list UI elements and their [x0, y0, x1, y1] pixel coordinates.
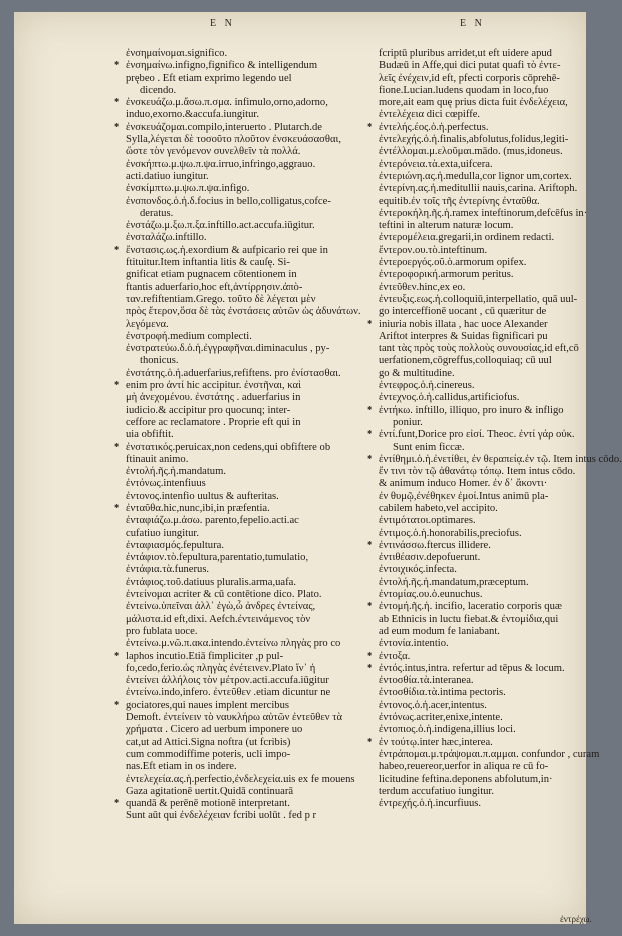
- line-text: ἐντεροκήλη.ῆς.ἡ.ramex inteftinorum,defcēfus in·: [379, 207, 588, 219]
- line-text: go interceffionē uocant , cū quæritur de: [379, 306, 547, 318]
- line-text: μὴ ἀνεχομένου. ἐνστάτης . aduerfarius in: [126, 392, 301, 404]
- line-text: more,ait eam quę prius dicta fuit ἐνδελέχεια,: [379, 97, 568, 109]
- text-line: [379, 355, 579, 367]
- line-text: ἐντοξα.: [379, 650, 411, 662]
- text-line: [126, 589, 334, 601]
- text-line: [379, 589, 579, 601]
- text-line: [379, 306, 579, 318]
- line-text: enim pro ἀντί hic accipitur. ἐνστῆναι, καὶ: [126, 380, 301, 392]
- text-line: [126, 48, 334, 60]
- line-text: ἐντείνομαι acriter & cū contētione dico. Plato.: [126, 589, 322, 601]
- line-text: laphos incutio.Etiā fimpliciter ,p pul-: [126, 650, 284, 662]
- text-line: [126, 183, 334, 195]
- line-text: gociatores,qui naues implent mercibus: [126, 699, 289, 711]
- line-text: ἐνστατικός.peruicax,non cedens,qui obfiftere ob: [126, 441, 331, 453]
- text-line: [379, 331, 579, 343]
- text-line: [126, 675, 334, 687]
- text-line: [126, 355, 334, 367]
- text-line: [379, 134, 579, 146]
- text-line: [379, 343, 579, 355]
- text-line: [367, 539, 579, 552]
- line-text: ἐντεριώνη.ας.ἡ.medulla,cor lignor um,cortex.: [379, 170, 572, 182]
- line-text: ἐντελέχεια dici cœpiffe.: [379, 109, 481, 121]
- line-text: μάλιστα.id eft,dixi. Aefch.ἐντεινάμενος τὸν: [126, 613, 311, 625]
- line-text: ἐντιμότατοι.optimares.: [379, 515, 476, 527]
- line-text: πρὸς ἕτερον,ὅσα δὲ τὰς ἐνστάσεις αὐτῶν ὡς ἀδυνάτων.: [126, 306, 361, 318]
- line-text: ὥστε τὸν γενόμενον συνελθεῖν τὰ πολλά.: [126, 146, 301, 158]
- text-line: [379, 466, 579, 478]
- line-text: ἐντί.funt,Dorice pro εἰσί. Theoc. ἐντί γάρ οὐκ.: [379, 429, 575, 441]
- line-text: χρήματα . Cicero ad uerbum imponere uo: [126, 724, 303, 736]
- text-line: [379, 786, 579, 798]
- line-text: cufatiuo iungitur.: [126, 527, 199, 539]
- text-line: [379, 220, 579, 232]
- line-text: ἔντερον.ου.τὸ.inteftinum.: [379, 244, 488, 256]
- text-line: [379, 442, 579, 454]
- line-text: ἐντάφια.τὰ.funerus.: [126, 564, 210, 576]
- line-text: nas.Eft etiam in os indere.: [126, 761, 237, 773]
- text-line: [367, 662, 579, 675]
- text-line: [126, 577, 334, 589]
- catchword: ἐντρέχω.: [560, 914, 592, 924]
- text-line: [114, 60, 334, 72]
- text-line: [126, 232, 334, 244]
- line-text: induo,exorno.&accufa.iungitur.: [126, 109, 259, 121]
- text-line: [126, 331, 334, 343]
- text-line: [379, 245, 579, 257]
- text-line: [367, 736, 579, 749]
- text-line: [379, 97, 579, 109]
- text-line: [379, 675, 579, 687]
- text-line: [114, 650, 334, 663]
- line-text: ἐντελής.έος.ὁ.ἡ.perfectus.: [379, 121, 489, 133]
- text-line: [367, 650, 579, 663]
- line-text: ἐντερομέλεια.gregarii,in ordinem redacti.: [379, 232, 555, 244]
- asterisk-marker-icon: *: [367, 318, 373, 330]
- text-line: [126, 638, 341, 650]
- text-line: [126, 85, 334, 97]
- text-line: [126, 294, 334, 306]
- line-text: ἐνσκίμπτω.μ.ψω.π.ψα.infigo.: [126, 183, 250, 195]
- asterisk-marker-icon: *: [367, 650, 373, 662]
- asterisk-marker-icon: *: [114, 380, 120, 392]
- text-line: [114, 97, 334, 109]
- text-line: [126, 257, 334, 269]
- line-text: ἐντείνω.indo,infero. ἐντεῦθεν .etiam dicuntur ne: [126, 687, 331, 699]
- line-text: ἐνσταλάζω.inftillo.: [126, 232, 207, 244]
- text-line: [367, 429, 579, 441]
- line-text: ἐν θυμῷ,ἐνέθηκεν ἐμοί.Intus animū pla-: [379, 490, 549, 502]
- line-text: iudicio.& accipitur pro quocunq; inter-: [126, 404, 291, 416]
- text-line: [379, 368, 579, 380]
- line-text: ἐνσημαίνω.infigno,fignifico & intelligendum: [126, 60, 318, 72]
- text-line: [379, 614, 579, 626]
- line-text: ἐντρεχής.ὁ.ἡ.incurfiuus.: [379, 798, 482, 810]
- text-line: [126, 687, 334, 699]
- line-text: equitib.ἐν τοῖς τῆς ἐντερίνης ἐνταῦθα.: [379, 195, 540, 207]
- text-line: [379, 159, 579, 171]
- line-text: go & multitudine.: [379, 367, 455, 379]
- line-text: pro fublata uoce.: [126, 625, 198, 637]
- text-line: [379, 232, 579, 244]
- text-line: [126, 134, 342, 146]
- text-line: [126, 786, 334, 798]
- text-line: [379, 515, 579, 527]
- line-text: ftinauit animo.: [126, 453, 189, 465]
- text-line: [379, 552, 579, 564]
- line-text: tant τὰς πρὸς τοὺς πολλοὺς συνουσίας,id eft,cō: [379, 343, 579, 355]
- asterisk-marker-icon: *: [367, 601, 373, 613]
- line-text: teftini in alterum naturæ locum.: [379, 220, 514, 232]
- text-line: [126, 269, 334, 281]
- text-line: [379, 146, 579, 158]
- running-head-left: E N: [210, 18, 235, 29]
- line-text: ftantis aduerfario,hoc eft,ἀντίρρησιν.ἀπὸ-: [126, 281, 303, 293]
- text-line: [379, 196, 579, 208]
- line-text: ἐντολή.ῆς.ἡ.mandatum.: [126, 466, 226, 478]
- line-text: ἐντεφρος.ὁ.ἡ.cinereus.: [379, 380, 475, 392]
- line-text: ἐντομίας.ου.ὁ.eunuchus.: [379, 589, 483, 601]
- line-text: ἐνσκευάζομαι.compilo,interuerto . Plutarch.de: [126, 121, 322, 133]
- line-text: acti.datiuo iungitur.: [126, 170, 209, 182]
- text-line: [126, 773, 355, 786]
- text-line: [379, 761, 579, 773]
- asterisk-marker-icon: *: [114, 650, 120, 662]
- text-line: [126, 196, 334, 208]
- line-text: ἐνστρατεύω.δ.ὁ.ἡ.ἐγγραφῆναι.diminaculus , py-: [126, 343, 330, 355]
- text-line: [126, 466, 334, 478]
- text-line: [126, 626, 334, 638]
- text-line: [379, 626, 579, 638]
- text-line: [379, 638, 579, 650]
- asterisk-marker-icon: *: [114, 798, 120, 810]
- text-line: [367, 121, 579, 134]
- line-text: ἐντεροεργός.οῦ.ὁ.armorum opifex.: [379, 257, 527, 269]
- line-text: cum commodiffime poteris, ucli impo-: [126, 748, 291, 760]
- line-text: cat,ut ad Attici.Signa noftra (ut fcribis): [126, 736, 291, 748]
- line-text: Demoft. ἐντείνειν τὸ ναυκλήρω αὐτῶν ἐντεῦθεν τὰ: [126, 712, 343, 724]
- text-line: [379, 724, 579, 736]
- line-text: ἐντείνω.ὑπεῖναι ἀλλ᾽ ἐγὼ,ὦ ἀνδρες ἐντείνας,: [126, 601, 316, 613]
- line-text: ἐντερίνη.ας.ἡ.meditullii nauis,carina. Ariftoph.: [379, 183, 578, 195]
- asterisk-marker-icon: *: [367, 404, 373, 416]
- line-text: ἐντόνως.intenfiuus: [126, 478, 206, 490]
- text-line: [379, 109, 579, 121]
- text-line: [379, 687, 579, 699]
- text-line: [126, 146, 334, 158]
- line-text: ἐντελεχεία.ας.ἡ.perfectio,ἐνδελεχεία.uis ex fe mouens: [126, 773, 355, 785]
- line-text: ἐντοσθία.τὰ.interanea.: [379, 675, 474, 687]
- asterisk-marker-icon: *: [367, 539, 373, 551]
- line-text: quandā & perēnē motionē interpretant.: [126, 798, 290, 810]
- text-line: [114, 121, 334, 134]
- text-line: [367, 404, 579, 417]
- text-line: [126, 159, 334, 171]
- line-text: ἐντελεχής.ὁ.ἡ.finalis,abfolutus,folidus,legiti-: [379, 134, 569, 146]
- line-text: ab Ethnicis in luctu fiebat.& ἐντομίδια,qui: [379, 613, 559, 625]
- line-text: ἐντίθημι.ὁ.ἡ.ἐνετίθει, ἐν θεραπείᾳ.ἐν τῷ. Item intus cōdo.: [379, 453, 622, 465]
- line-text: ἐν τούτῳ.inter hæc,interea.: [379, 736, 493, 748]
- line-text: ἔν τινι τὸν τῷ ἀθανάτῳ τόπῳ. Item intus cōdo.: [379, 466, 576, 478]
- book-page: [14, 12, 622, 924]
- text-line: [126, 663, 334, 675]
- line-text: ἐντονος.ὁ.ἡ.acer,intentus.: [379, 699, 487, 711]
- line-text: uerfationem,cōgreffus,colloquiaq; cū uul: [379, 355, 552, 367]
- line-text: ἐντολή.ῆς.ἡ.mandatum,præceptum.: [379, 576, 529, 588]
- asterisk-marker-icon: *: [114, 121, 120, 133]
- text-line: [379, 503, 579, 515]
- text-line: [379, 417, 579, 429]
- line-text: Sylla,λέγεται δὲ τοσοῦτο πλοῦτον ἐνσκευάσασθαι,: [126, 134, 342, 146]
- text-line: [114, 441, 334, 454]
- line-text: ταν.refiftentiam.Grego. τοῦτο δὲ λέγεται μὲν: [126, 293, 316, 305]
- line-text: ἐντομή.ῆς.ἡ. incifio, laceratio corporis quæ: [379, 601, 562, 613]
- text-line: [379, 478, 579, 490]
- text-line: [367, 318, 579, 331]
- text-line: [126, 73, 334, 85]
- line-text: ἐνσημαίνομαι.significo.: [126, 48, 228, 59]
- text-line: [126, 454, 334, 466]
- text-line: [379, 85, 579, 97]
- text-line: [114, 798, 334, 810]
- line-text: ἐντοσθίδια.τὰ.intima pectoris.: [379, 687, 506, 699]
- line-text: λεῖς ἐνέχειν,id eft, pfecti corporis cōprehē-: [379, 72, 560, 84]
- line-text: Sunt enim ficcæ.: [393, 441, 465, 453]
- line-text: ad eum modum fe laniabant.: [379, 625, 500, 637]
- asterisk-marker-icon: *: [114, 502, 120, 514]
- text-line: [379, 774, 579, 786]
- line-text: Gaza agitationē uertit.Quidā continuarā: [126, 785, 294, 797]
- text-line: [126, 208, 334, 220]
- text-line: [379, 282, 579, 294]
- asterisk-marker-icon: *: [367, 662, 373, 674]
- asterisk-marker-icon: *: [114, 244, 120, 256]
- text-line: [126, 737, 334, 749]
- line-text: ἐντράπομαι.μ.τράψομαι.π.αμμαι. confundor , curam: [379, 748, 600, 760]
- line-text: ἐνταφιάζω.μ.ἀσω. parento,fepelio.acti.ac: [126, 515, 299, 527]
- text-line: [379, 73, 579, 85]
- text-line: [379, 207, 588, 220]
- text-line: [126, 478, 334, 490]
- line-text: ἔνστασις.ως.ἡ.exordium & aufpicario rei que in: [126, 244, 328, 256]
- text-line: [379, 60, 579, 72]
- line-text: ἐνσπονδος.ὁ.ἡ.δ.focius in bello,colligatus,cofce-: [126, 195, 331, 207]
- line-text: & animum induco Homer. ἐν δ᾽ ἄκοντι·: [379, 478, 548, 490]
- text-line: [379, 257, 579, 269]
- text-line: [379, 577, 579, 589]
- text-line: [126, 515, 334, 527]
- line-text: ἐνσκευάζω.μ.ἄσω.π.σμα. infimulo,orno,adorno,: [126, 97, 328, 109]
- text-line: [126, 601, 334, 613]
- line-text: licitudine feftina.deponens abfolutum,in·: [379, 773, 553, 785]
- line-text: thonicus.: [140, 355, 179, 367]
- line-text: ἐντόνως.acriter,enixe,intente.: [379, 712, 503, 724]
- asterisk-marker-icon: *: [114, 699, 120, 711]
- text-line: [379, 564, 579, 576]
- running-head-right: E N: [460, 18, 485, 29]
- line-text: ἐντονία.intentio.: [379, 638, 449, 650]
- text-line: [379, 491, 579, 503]
- text-line: [367, 601, 579, 613]
- text-line: [379, 748, 600, 761]
- line-text: fione.Lucian.ludens quodam in loco,fuo: [379, 84, 549, 96]
- text-line: [126, 540, 334, 552]
- line-text: ἐνσκήπτω.μ.ψω.π.ψα.irruo,infringo,aggrauo.: [126, 158, 316, 170]
- line-text: ἐνστάζω.μ.ξω.π.ξα.inftillo.act.accufa.iūgitur.: [126, 220, 315, 232]
- text-line: [126, 761, 334, 773]
- line-text: ἐντερόνεια.τὰ.exta,uifcera.: [379, 158, 493, 170]
- text-line: [114, 699, 334, 712]
- line-text: terdum accufatiuo iungitur.: [379, 785, 495, 797]
- line-text: ἐντέλλομαι.μ.ελοῦμαι.mādo. (mus,idoneus.: [379, 146, 563, 158]
- line-text: iniuria nobis illata , hac uoce Alexander: [379, 318, 548, 330]
- text-line: [114, 244, 334, 257]
- text-line: [126, 392, 334, 404]
- text-line: [379, 380, 579, 392]
- line-text: habeo,reuereor,uerfor in aliqua re cū fo-: [379, 761, 549, 773]
- line-text: ἐντεροφορική.armorum peritus.: [379, 269, 514, 281]
- text-line: [126, 306, 361, 318]
- text-line: [126, 564, 334, 576]
- left-column: [114, 48, 361, 823]
- text-line: [379, 798, 579, 810]
- text-line: [126, 319, 334, 331]
- asterisk-marker-icon: *: [114, 97, 120, 109]
- line-text: ἐντιμος.ὁ.ἡ.honorabilis,preciofus.: [379, 527, 522, 539]
- asterisk-marker-icon: *: [367, 429, 373, 441]
- text-line: [126, 405, 334, 417]
- line-text: Budæū in Affe,qui dici putat quafi τὸ ἐντε-: [379, 60, 561, 72]
- line-text: ἐνστροφή.medium complecti.: [126, 330, 252, 342]
- right-column: [367, 48, 622, 810]
- line-text: uia obfiftit.: [126, 429, 174, 441]
- text-line: [379, 700, 579, 712]
- text-line: [126, 491, 334, 503]
- text-line: [379, 171, 579, 183]
- text-line: [114, 380, 334, 392]
- text-line: [126, 220, 334, 232]
- text-line: [126, 171, 334, 183]
- text-line: [126, 614, 334, 626]
- line-text: prębeo . Eft etiam exprimo legendo uel: [126, 72, 292, 84]
- line-text: fo,cedo,ferio.ὡς πληγὰς ἐνέτεινεν.Plato ἵν᾽ ἡ: [126, 662, 316, 674]
- text-line: [126, 429, 334, 441]
- line-text: λεγόμενα.: [126, 318, 169, 330]
- asterisk-marker-icon: *: [114, 441, 120, 453]
- text-line: [379, 712, 579, 724]
- line-text: ἐντάφιος.τοῦ.datiuus pluralis.arma,uafa.: [126, 576, 296, 588]
- text-line: [379, 269, 579, 281]
- text-line: [126, 109, 334, 121]
- line-text: ἐντινάσσω.ftercus illidere.: [379, 539, 491, 551]
- line-text: ἐντοπιος.ὁ.ἡ.indigena,illius loci.: [379, 724, 516, 736]
- line-text: ἐντείνω.μ.νῶ.π.ακα.intendo.ἐντείνω πληγὰς pro co: [126, 638, 341, 650]
- line-text: ἐνταῦθα.hic,nunc,ibi,in præfentia.: [126, 502, 270, 514]
- line-text: ἐντιθέασιν.depofuerunt.: [379, 552, 481, 564]
- line-text: ἐντεῦθεν.hinc,ex eo.: [379, 281, 466, 293]
- line-text: ceffore ac reclamatore . Proprie eft qui in: [126, 416, 301, 428]
- text-line: [126, 417, 334, 429]
- line-text: ἐντοιχικός.infecta.: [379, 564, 457, 576]
- asterisk-marker-icon: *: [367, 736, 373, 748]
- line-text: ftituitur.Item inftantia litis & cauſę. Si-: [126, 257, 290, 269]
- asterisk-marker-icon: *: [114, 60, 120, 72]
- line-text: ἐντεχνος.ὁ.ἡ.callidus,artificiofus.: [379, 392, 520, 404]
- line-text: deratus.: [140, 207, 174, 219]
- text-line: [126, 724, 334, 736]
- line-text: Ariftot interpres & Suidas fignificari pu: [379, 330, 548, 342]
- text-line: [379, 294, 579, 306]
- line-text: ἐνστάτης.ὁ.ἡ.aduerfarius,refiftens. pro ἐνίστασθαι.: [126, 367, 341, 379]
- text-line: [126, 712, 343, 724]
- text-line: [379, 183, 579, 195]
- text-line: [114, 502, 334, 515]
- line-text: cabilem habeto,vel accipito.: [379, 502, 498, 514]
- text-line: [126, 749, 334, 761]
- text-line: [126, 367, 341, 380]
- text-line: [379, 392, 579, 404]
- line-text: Sunt aūt qui ἐνδελέχειαν fcribi uolūt . fed p r: [126, 810, 317, 822]
- line-text: fcriptū pluribus arridet,ut eft uidere apud: [379, 48, 552, 59]
- line-text: poniur.: [393, 416, 423, 428]
- line-text: ἐντονος.intenfio uultus & aufteritas.: [126, 490, 279, 502]
- text-line: [126, 282, 334, 294]
- text-line: [126, 810, 334, 822]
- line-text: ἐντείνει ἀλλήλοις τὸν μέτρον.acti.accufa.iūgitur: [126, 675, 329, 687]
- text-line: [126, 552, 334, 564]
- text-line: [379, 528, 579, 540]
- line-text: ἐντήκω. inftillo, illiquo, pro inuro & infligo: [379, 404, 564, 416]
- line-text: gnificat etiam pugnacem cōtentionem in: [126, 269, 297, 281]
- line-text: dicendo.: [140, 84, 177, 96]
- line-text: ἐντός.intus,intra. refertur ad tēpus & locum.: [379, 662, 565, 674]
- line-text: ἐνταφιασμός.fepultura.: [126, 539, 224, 551]
- asterisk-marker-icon: *: [367, 453, 373, 465]
- text-line: [379, 48, 579, 60]
- line-text: ἐντευξις.εως.ἡ.colloquiū,interpellatio, quā uul-: [379, 293, 578, 305]
- text-line: [367, 453, 622, 466]
- text-line: [126, 343, 334, 355]
- line-text: ἐντάφιον.τὸ.fepultura,parentatio,tumulatio,: [126, 552, 309, 564]
- text-line: [126, 528, 334, 540]
- asterisk-marker-icon: *: [367, 121, 373, 133]
